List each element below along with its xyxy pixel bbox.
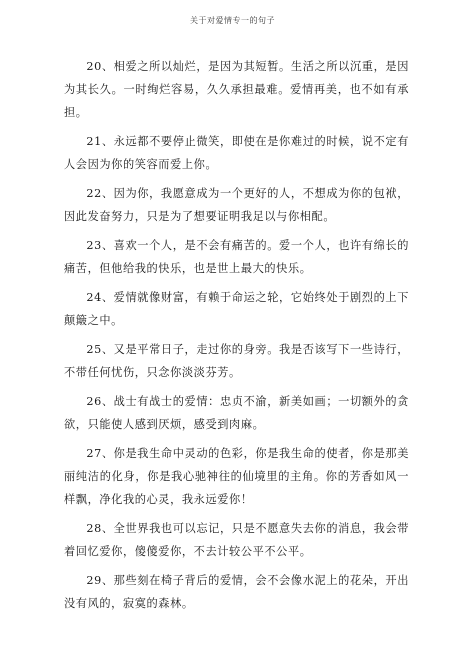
paragraph-26: 26、战士有战士的爱情：忠贞不渝，新美如画；一切额外的贪欲，只能使人感到厌烦，感受到肉麻。 xyxy=(64,395,409,431)
document-body xyxy=(64,55,409,621)
paragraph-24: 24、爱情就像财富，有赖于命运之轮，它始终处于剧烈的上下颠簸之中。 xyxy=(64,291,409,327)
paragraph-29: 29、那些刻在椅子背后的爱情，会不会像水泥上的花朵，开出没有风的，寂寞的森林。 xyxy=(64,574,409,610)
page-header-title: 关于对爱情专一的句子 xyxy=(190,16,275,25)
paragraph-25: 25、又是平常日子，走过你的身旁。我是否该写下一些诗行，不带任何忧伤，只念你淡淡芬芳。 xyxy=(64,343,409,379)
paragraph-27: 27、你是我生命中灵动的色彩，你是我生命的使者，你是那美丽纯洁的化身，你是我心驰神往的仙境里的主角。你的芳香如风一样飘，净化我的心灵，我永远爱你！ xyxy=(64,447,409,506)
paragraph-20: 20、相爱之所以灿烂，是因为其短暂。生活之所以沉重，是因为其长久。一时绚烂容易，久久承担最难。爱情再美，也不如有承担。 xyxy=(64,60,409,119)
paragraph-21: 21、永远都不要停止微笑，即使在是你难过的时候，说不定有人会因为你的笑容而爱上你。 xyxy=(64,135,409,171)
paragraph-23: 23、喜欢一个人，是不会有痛苦的。爱一个人，也许有绵长的痛苦，但他给我的快乐，也是世上最大的快乐。 xyxy=(64,239,409,275)
paragraph-28: 28、全世界我也可以忘记，只是不愿意失去你的消息，我会带着回忆爱你，傻傻爱你，不去计较公平不公平。 xyxy=(64,522,409,558)
paragraph-22: 22、因为你，我愿意成为一个更好的人，不想成为你的包袱，因此发奋努力，只是为了想要证明我足以与你相配。 xyxy=(64,187,409,223)
